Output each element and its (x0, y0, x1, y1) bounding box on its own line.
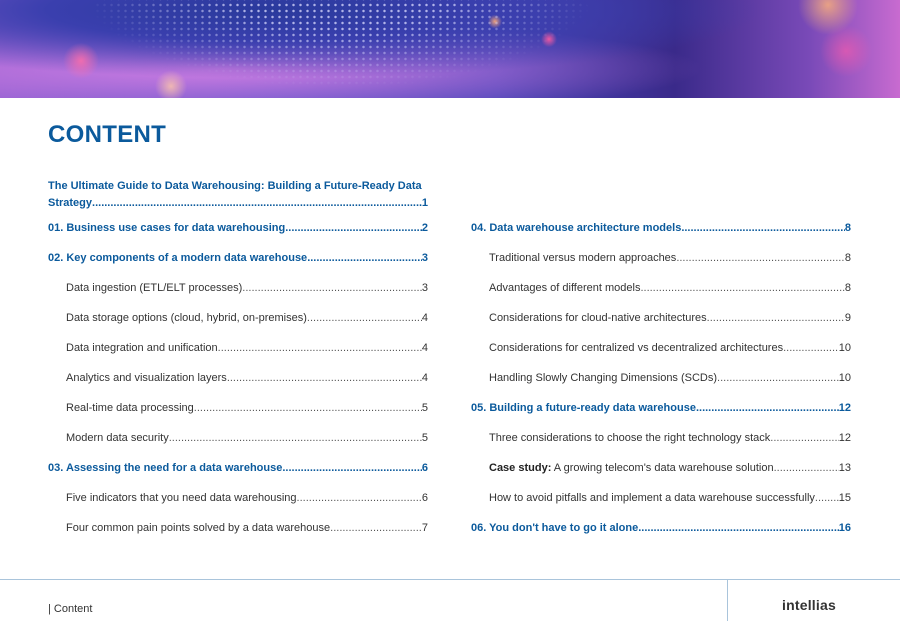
toc-label (489, 342, 783, 354)
toc-entry-guide[interactable] (48, 178, 428, 209)
toc-entry[interactable] (489, 312, 851, 326)
dot-leader (638, 522, 839, 534)
toc-label (471, 222, 681, 234)
toc-page: 8 (844, 222, 851, 234)
toc-label: Strategy (48, 197, 93, 209)
dot-leader (717, 372, 839, 384)
toc-page: 16 (838, 522, 851, 534)
toc-page: 3 (421, 282, 428, 294)
toc-label (66, 492, 297, 504)
toc-label-text: 01. Business use cases for data warehousing (48, 222, 286, 234)
toc-entry[interactable] (489, 342, 851, 356)
toc-label (489, 312, 707, 324)
toc-label (66, 432, 169, 444)
toc-label-text: 02. Key components of a modern data warehouse (48, 252, 308, 264)
toc-label (489, 282, 640, 294)
toc-entry[interactable] (489, 462, 851, 476)
dot-leader (242, 282, 422, 294)
toc-page: 4 (421, 342, 428, 354)
dot-leader (681, 222, 845, 234)
toc-entry[interactable] (66, 342, 428, 356)
toc-entry[interactable] (48, 462, 428, 476)
toc-label (48, 252, 307, 264)
toc-page: 8 (844, 282, 851, 294)
toc-entry[interactable] (66, 282, 428, 296)
dot-leader (696, 402, 839, 414)
toc-page: 8 (844, 252, 851, 264)
toc-page: 10 (838, 342, 851, 354)
toc-label (48, 222, 285, 234)
dot-leader (774, 462, 839, 474)
toc-page: 13 (838, 462, 851, 474)
footer-divider (0, 579, 900, 580)
toc-entry[interactable] (489, 372, 851, 386)
toc-label (66, 522, 330, 534)
toc-page: 3 (421, 252, 428, 264)
dot-leader (297, 492, 422, 504)
dot-leader (815, 492, 839, 504)
toc-entry[interactable] (471, 402, 851, 416)
toc-entry[interactable] (48, 222, 428, 236)
dot-leader (307, 252, 422, 264)
dot-leader (282, 462, 422, 474)
dot-leader (307, 312, 422, 324)
dot-leader (676, 252, 845, 264)
toc-label (489, 372, 717, 384)
dot-leader (707, 312, 845, 324)
dot-leader (285, 222, 422, 234)
toc-page: 2 (421, 222, 428, 234)
dot-leader (194, 402, 422, 414)
toc-label-text: Analytics and visualization layers (66, 372, 227, 384)
toc-label-text: Traditional versus modern approaches (489, 252, 677, 264)
toc-label-text: A growing telecom's data warehouse solution (551, 462, 774, 474)
toc-entry[interactable] (66, 432, 428, 446)
footer-vertical-divider (727, 580, 728, 621)
toc-label-text: Data ingestion (ETL/ELT processes) (66, 282, 243, 294)
dot-leader (640, 282, 844, 294)
toc-page: 12 (838, 402, 851, 414)
toc-label-text: 04. Data warehouse architecture models (471, 222, 682, 234)
footer-section-label: | Content (48, 603, 93, 615)
page-title: CONTENT (48, 121, 167, 148)
toc-label-text: 05. Building a future-ready data warehouse (471, 402, 696, 414)
toc-page: 5 (421, 432, 428, 444)
toc-page: 4 (421, 372, 428, 384)
toc-label (66, 342, 218, 354)
toc-entry[interactable] (66, 402, 428, 416)
toc-label (66, 402, 194, 414)
dot-leader (227, 372, 422, 384)
toc-label-text: Three considerations to choose the right technology stack (489, 432, 771, 444)
toc-page: 9 (844, 312, 851, 324)
toc-entry[interactable] (489, 432, 851, 446)
toc-label-text: Handling Slowly Changing Dimensions (SCDs) (489, 372, 718, 384)
toc-page: 10 (838, 372, 851, 384)
toc-label-text: How to avoid pitfalls and implement a data warehouse successfully (489, 492, 815, 504)
intellias-logo: intellias (782, 597, 836, 613)
toc-label (471, 522, 638, 534)
toc-label (66, 372, 227, 384)
toc-label-text: 03. Assessing the need for a data warehouse (48, 462, 283, 474)
toc-label-text: Data integration and unification (66, 342, 218, 354)
toc-label-text: Data storage options (cloud, hybrid, on-premises) (66, 312, 307, 324)
toc-label: The Ultimate Guide to Data Warehousing: Building a Future-Ready Data (48, 180, 422, 192)
dot-leader (770, 432, 838, 444)
toc-label-text: Considerations for centralized vs decentralized architectures (489, 342, 784, 354)
toc-entry[interactable] (471, 522, 851, 536)
toc-label-prefix: Case study: (489, 462, 552, 474)
toc-label (66, 312, 307, 324)
toc-entry[interactable] (471, 222, 851, 236)
toc-label-text: Real-time data processing (66, 402, 194, 414)
toc-page: 4 (421, 312, 428, 324)
toc-page: 1 (421, 197, 428, 209)
toc-entry[interactable] (489, 282, 851, 296)
toc-label (489, 432, 770, 444)
toc-label (489, 252, 676, 264)
toc-label-text: Advantages of different models (489, 282, 641, 294)
toc-page: 7 (421, 522, 428, 534)
dot-leader (330, 522, 422, 534)
dot-leader (783, 342, 839, 354)
toc-page: 15 (838, 492, 851, 504)
header-banner-image (0, 0, 900, 98)
toc-entry[interactable] (489, 252, 851, 266)
toc-label-text: Modern data security (66, 432, 169, 444)
toc-label (48, 462, 282, 474)
toc-entry[interactable] (66, 312, 428, 326)
toc-entry[interactable] (66, 492, 428, 506)
dot-leader (218, 342, 422, 354)
toc-label-text: 06. You don't have to go it alone (471, 522, 639, 534)
toc-entry[interactable] (48, 252, 428, 266)
toc-page: 6 (421, 462, 428, 474)
toc-label-text: Four common pain points solved by a data warehouse (66, 522, 331, 534)
toc-page: 5 (421, 402, 428, 414)
toc-label (489, 492, 815, 504)
toc-label (66, 282, 242, 294)
dot-leader (169, 432, 422, 444)
toc-entry[interactable] (489, 492, 851, 506)
toc-label (489, 462, 774, 474)
toc-entry[interactable] (66, 522, 428, 536)
toc-label-text: Five indicators that you need data warehousing (66, 492, 297, 504)
toc-page: 12 (838, 432, 851, 444)
toc-page: 6 (421, 492, 428, 504)
toc-entry[interactable] (66, 372, 428, 386)
toc-label (471, 402, 696, 414)
toc-label-text: Considerations for cloud-native architectures (489, 312, 707, 324)
